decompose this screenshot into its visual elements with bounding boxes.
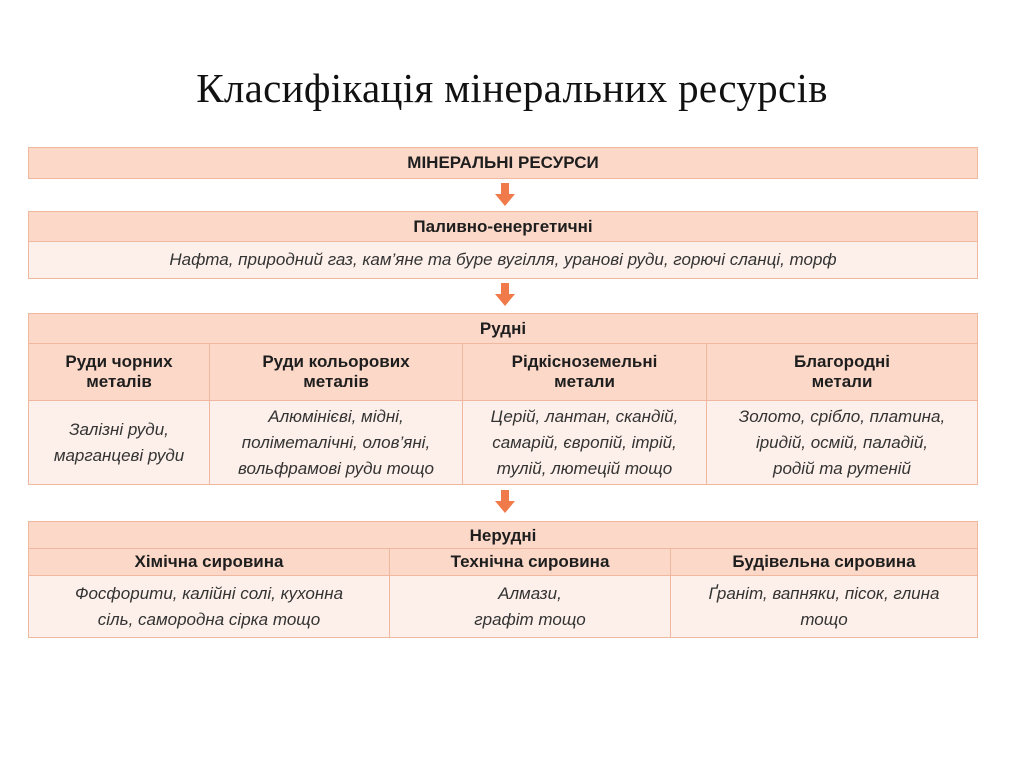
arrow-down-icon <box>495 283 515 307</box>
ore-header-rare-earth: Рідкісноземельні метали <box>462 344 706 400</box>
nonmetal-box <box>28 521 978 638</box>
page-title: Класифікація мінеральних ресурсів <box>196 65 828 111</box>
ore-header-nonferrous: Руди кольорових металів <box>209 344 462 400</box>
nonmetal-items-technical: Алмази, графіт тощо <box>389 576 670 637</box>
ore-header-precious: Благородні метали <box>706 344 977 400</box>
nonmetal-header-technical: Технічна сировина <box>389 549 670 575</box>
nonmetal-header-construction: Будівельна сировина <box>670 549 977 575</box>
ore-items-ferrous: Залізні руди, марганцеві руди <box>53 419 185 465</box>
ore-label: Рудні <box>29 314 977 344</box>
ore-header-ferrous: Руди чорних металів <box>65 352 173 391</box>
fuel-label: Паливно-енергетичні <box>29 212 977 242</box>
nonmetal-items-chemical: Фосфорити, калійні солі, кухонна сіль, самородна сірка тощо <box>74 583 344 629</box>
fuel-examples: Нафта, природний газ, кам’яне та буре вугілля, уранові руди, горючі сланці, торф <box>29 242 977 278</box>
ore-items-precious: Золото, срібло, платина, іридій, осмій, паладій, родій та рутеній <box>706 401 977 484</box>
nonmetal-header-chemical: Хімічна сировина <box>134 552 284 571</box>
nonmetal-label: Нерудні <box>29 522 977 549</box>
ore-box <box>28 313 978 485</box>
nonmetal-items <box>29 576 977 637</box>
nonmetal-items-construction: Ґраніт, вапняки, пісок, глина тощо <box>670 576 977 637</box>
arrow-down-icon <box>495 183 515 207</box>
ore-headers <box>29 344 977 401</box>
ore-items <box>29 401 977 484</box>
ore-items-rare-earth: Церій, лантан, скандій, самарій, європій, ітрій, тулій, лютецій тощо <box>462 401 706 484</box>
ore-items-nonferrous: Алюмінієві, мідні, поліметалічні, олов’яні, вольфрамові руди тощо <box>209 401 462 484</box>
root-label: МІНЕРАЛЬНІ РЕСУРСИ <box>29 148 977 178</box>
root-box <box>28 147 978 179</box>
arrow-down-icon <box>495 490 515 514</box>
nonmetal-headers <box>29 549 977 576</box>
fuel-box <box>28 211 978 279</box>
